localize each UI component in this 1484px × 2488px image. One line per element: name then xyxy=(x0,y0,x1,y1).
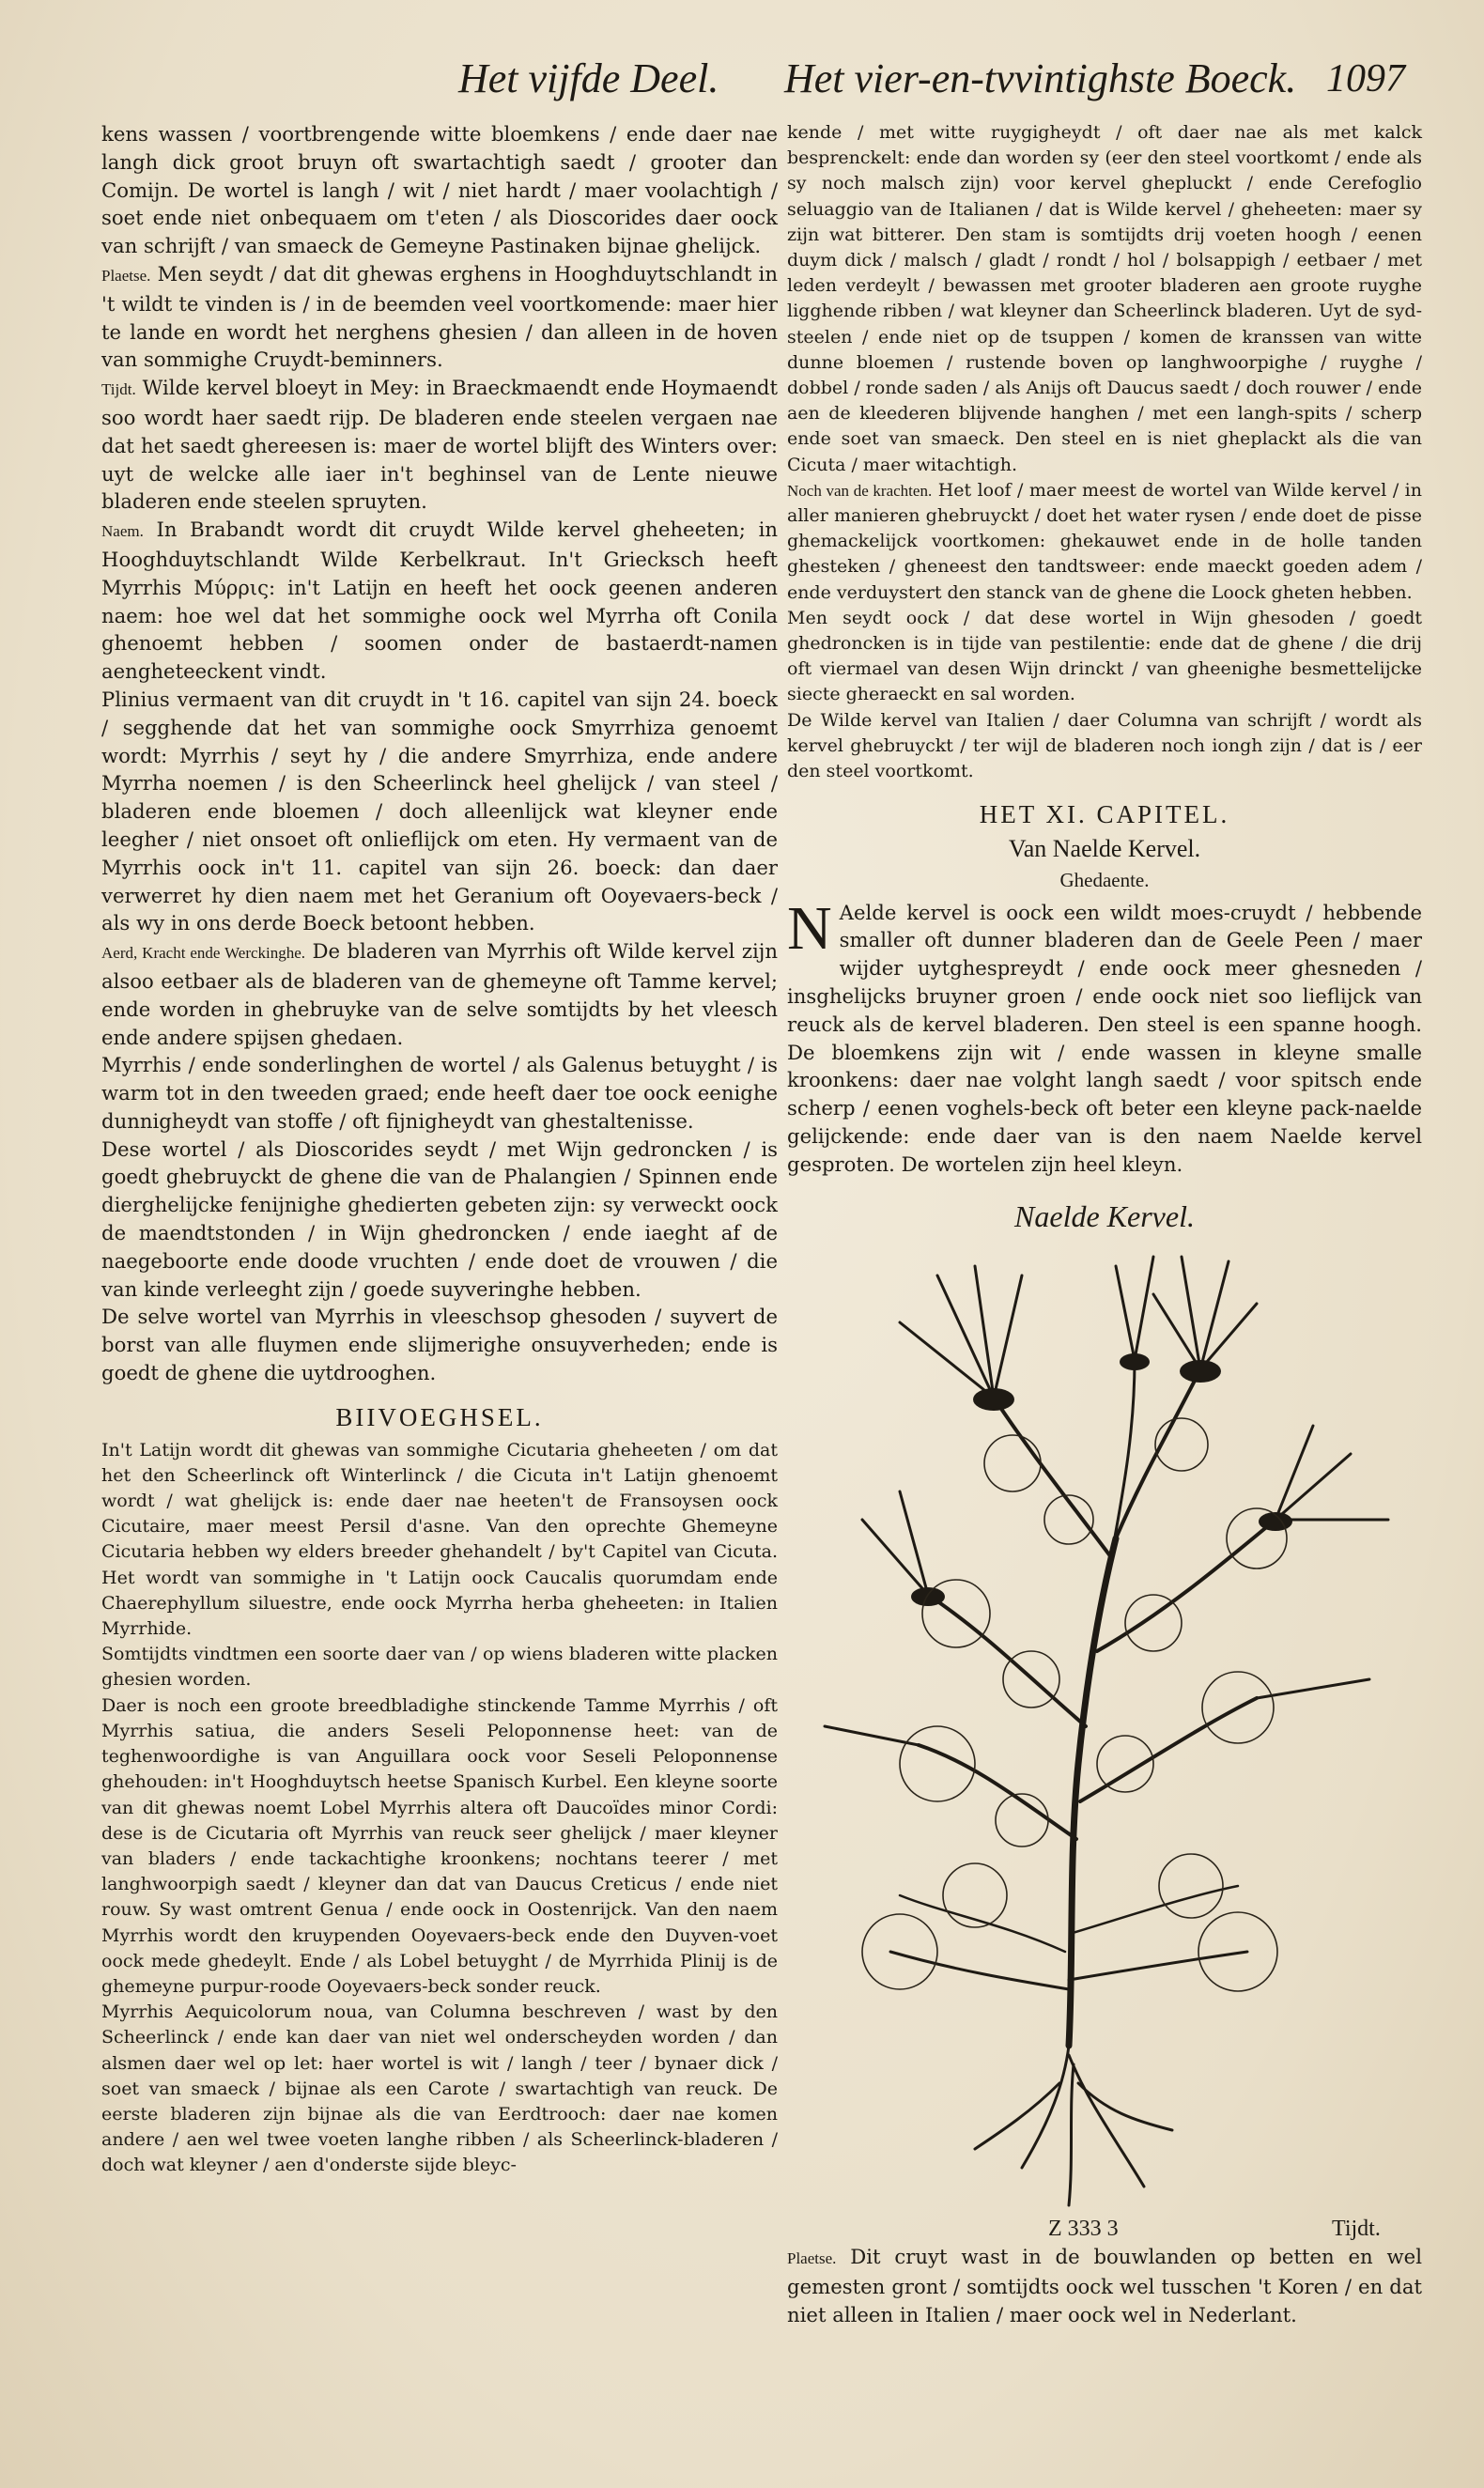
section-label-ghedaente: Ghedaente. xyxy=(1059,868,1150,891)
ghedaente-paragraph: N Aelde kervel is oock een wildt moes-cruydt / hebbende smaller oft dunner bladeren dan de Geele Peen / maer wijder uytghespreydt / ende oock meer ghesneden / insghelijcks bruyner groen / ende oock niet soo lieflijck van reuck als de kervel bladeren. Den steel is een spanne hoogh. De bloemkens zijn wit / ende wassen in kleyne smalle kroonkens: daer nae volght langh saedt / voor spitsch ende scherp / eenen voghels-beck oft beter een kleyne pack-naelde gelijckende: ende daer van is den naem Naelde kervel gesproten. De wortelen zijn heel kleyn. xyxy=(787,893,1422,1176)
bijvoeghsel-paragraph: Myrrhis Aequicolorum noua, van Columna beschreven / wast by den Scheerlinck / ende kan daer van niet wel onderscheyden worden / dan alsmen daer wel op let: haer wortel is wit / langh / teer / bynaer dick / soet van smaeck / bijnae als een Carote / swartachtigh van reuck. De eerste bladeren zijn bijnae als die van Eerdtrooch: daer nae komen andere / aen wel twee voeten langhe ribben / als Scheerlinck-bladeren / doch wat kleyner / aen d'onderste sijde bleyc- xyxy=(101,2001,778,2176)
paragraph: Men seydt oock / dat dese wortel in Wijn ghesoden / goedt ghedroncken is in tijde van pestilentie: ende dat de ghene / die drij oft viermael van desen Wijn drinckt / van gheenighe besmettelijcke siecte gheraeckt en sal worden. xyxy=(787,607,1422,705)
margin-label-aerd: Aerd, Kracht ende Werckinghe. xyxy=(101,944,306,963)
left-column xyxy=(101,120,778,2179)
paragraph: Plinius vermaent van dit cruydt in 't 16. capitel van sijn 24. boeck / segghende dat het van sommighe oock Smyrrhiza genoemt wordt: Myrrhis / seyt hy / die andere Smyrrhiza, ende andere Myrrha noemen / is den Scheerlinck heel ghelijck / van steel / bladeren ende bloemen / doch alleenlijck wat kleyner ende leegher / niet onsoet oft onlieflijck om eten. Hy vermaent van de Myrrhis oock in't 11. capitel van sijn 26. boeck: dan daer verwerret hy dien naem met het Geranium oft Ooyevaers-beck / als wy in ons derde Boeck betoont hebben. xyxy=(101,687,778,935)
chapter-title: Van Naelde Kervel. xyxy=(1008,835,1201,863)
margin-label-tijdt: Tijdt. xyxy=(101,380,136,399)
paragraph: Myrrhis / ende sonderlinghen de wortel / als Galenus betuyght / is warm tot in den tweeden graed; ende heeft daer toe oock eenighe dunnigheydt van stoffe / oft fijnigheydt van ghestaltenisse. xyxy=(101,1053,778,1133)
plant-woodcut-illustration xyxy=(787,1238,1422,2243)
paragraph: Naem. In Brabandt wordt dit cruydt Wilde kervel gheheeten; in Hooghduytschlandt Wilde Kerbelkraut. In't Griecksch heeft Myrrhis Μύρρις: in't Latijn en heeft het oock geenen anderen naem: hoe wel dat het sommighe oock wel Myrrha oft Conila ghenoemt hebben / soomen onder de bastaerdt-namen aengheteeckent vindt. xyxy=(101,518,778,684)
margin-label-krachten: Noch van de krachten. xyxy=(787,481,933,500)
paragraph: Aerd, Kracht ende Werckinghe. De bladeren van Myrrhis oft Wilde kervel zijn alsoo eetbaer als de bladeren van de ghemeyne oft Tamme kervel; ende worden in ghebruyke van de selve somtijdts by het vleesch ende andere spijsen ghedaen. xyxy=(101,939,778,1049)
running-head xyxy=(0,54,1484,120)
paragraph: De Wilde kervel van Italien / daer Columna van schrijft / wordt als kervel ghebruyckt / ter wijl de bladeren noch iongh zijn / dat is / eer den steel voortkomt. xyxy=(787,709,1422,782)
right-column xyxy=(787,120,1422,2329)
paragraph: kende / met witte ruygigheydt / oft daer nae als met kalck besprenckelt: ende dan worden sy (eer den steel voortkomt / ende als sy noch malsch zijn) voor kervel ghepluckt / ende Cerefoglio seluaggio van de Italianen / dat is Wilde kervel / gheheeten: maer sy zijn wat bitterer. Den stam is somtijdts drij voeten hoogh / eenen duym dick / malsch / gladt / rondt / hol / bolsappigh / eetbaer / met leden verdeylt / bewassen met grooter bladeren aen groote ruyghe ligghende ribben / wat kleyner dan Scheerlinck bladeren. Uyt de syd-steelen / ende niet op de tsuppen / komen de kranssen van witte dunne bloemen / rustende boven op langhwoorpighe / ruyghe / dobbel / ronde saden / als Anijs oft Daucus saedt / doch rouwer / ende aen de kleederen blijvende hanghen / met een langh-spits / scherp ende soet van smaeck. Den steel en is niet gheplackt als die van Cicuta / maer witachtigh. xyxy=(787,122,1422,475)
bijvoeghsel-paragraph: Somtijdts vindtmen een soorte daer van / op wiens bladeren witte placken ghesien worden. xyxy=(101,1644,778,1691)
chapter-heading: HET XI. CAPITEL. xyxy=(979,800,1230,829)
margin-label-plaetse: Plaetse. xyxy=(101,266,151,285)
paragraph: Tijdt. Wilde kervel bloeyt in Mey: in Braeckmaendt ende Hoymaendt soo wordt haer saedt rijp. De bladeren ende steelen vergaen nae dat het saedt ghereesen is: maer de wortel blijft des Winters over: uyt de welcke alle iaer in't beghinsel van de Lente nieuwe bladeren ende steelen spruyten. xyxy=(101,376,778,514)
paragraph: De selve wortel van Myrrhis in vleeschsop ghesoden / suyvert de borst van alle fluymen ende slijmerighe onsuyverheden; ende is goedt de ghene die uytdrooghen. xyxy=(101,1305,778,1385)
bijvoeghsel-heading: BIIVOEGHSEL. xyxy=(335,1402,544,1431)
margin-label-plaetse-right: Plaetse. xyxy=(787,2249,837,2268)
paragraph: Noch van de krachten. Het loof / maer meest de wortel van Wilde kervel / in aller manieren ghebruyckt / doet het water rysen / ende doet de pisse ghemackelijck voortkomen: ghekauwet ende in de holle tanden ghesteken / gheneest den tandtsweer: ende maeckt goeden adem / ende verduystert den stanck van de ghene die Loock gheten hebben. xyxy=(787,479,1422,603)
paragraph: Plaetse. Men seydt / dat dit ghewas erghens in Hooghduytschlandt in 't wildt te vinden is / in de beemden veel voortkomende: maer hier te lande en wordt het nerghens ghesien / dan alleen in de hoven van sommighe Cruydt-beminners. xyxy=(101,261,778,372)
illustration-title: Naelde Kervel. xyxy=(1014,1198,1195,1233)
paragraph: Dese wortel / als Dioscorides seydt / met Wijn gedroncken / is goedt ghebruyckt de ghene die van de Phalangien / Spinnen ende dierghelijcke fenijnighe ghedierten gebeten zijn: sy verweckt oock de maendtstonden / in Wijn ghedroncken / ende iaeght af de naegeboorte ende doode vruchten / ende doet de vrouwen / die van kinde verleeght zijn / goede suyveringhe hebben. xyxy=(101,1136,778,1301)
drop-cap: N xyxy=(787,893,832,963)
bijvoeghsel-paragraph: Daer is noch een groote breedbladighe stinckende Tamme Myrrhis / oft Myrrhis satiua, die anders Seseli Peloponnense heet: van de teghenwoordighe is van Anguillara oock voor Seseli Peloponnense ghehouden: in't Hooghduytsch heetse Spanisch Kurbel. Een kleyne soorte van dit ghewas noemt Lobel Myrrhis altera oft Daucoïdes minor Cordi: dese is de Cicutaria oft Myrrhis van reuck seer ghelijck / maer kleyner van bladers / ende tackachtighe kroonkens; nochtans teerer / met langhwoorpigh saedt / kleyner dan dat van Daucus Creticus / ende niet rouw. Sy wast omtrent Genua / ende oock in Oostenrijck. Van den naem Myrrhis wordt den kruypenden Ooyevaers-beck ende den Duyven-voet oock mede ghedeylt. Ende / als Lobel betuyght / de Myrrhida Plinij is de ghemeyne purpur-roode Ooyevaers-beck sonder reuck. xyxy=(101,1694,778,1997)
bijvoeghsel-paragraph: In't Latijn wordt dit ghewas van sommighe Cicutaria gheheeten / om dat het den Scheerlinck oft Winterlinck / die Cicuta in't Latijn ghenoemt wordt / wat ghelijck is: ende daer nae heeten't de Fransoysen oock Cicutaire, maer meest Persil d'asne. Van den oprechte Ghemeyne Cicutaria hebben wy elders breeder ghehandelt / by't Capitel van Cicuta. Het wordt van sommighe in 't Latijn oock Caucalis quorumdam ende Chaerephyllum siluestre, ende oock Myrrha herba gheheeten: in Italien Myrrhide. xyxy=(101,1439,778,1640)
left-running-title: Het vijfde Deel. xyxy=(458,55,719,101)
plaetse-paragraph: Plaetse. Dit cruyt wast in de bouwlanden op betten en wel gemesten gront / somtijdts oock wel tusschen 't Koren / en dat niet alleen in Italien / maer oock wel in Nederlant. xyxy=(787,2245,1422,2327)
right-running-title: Het vier-en-tvvintighste Boeck. xyxy=(784,55,1297,101)
signature-mark: Z 333 3 xyxy=(1048,2217,1119,2241)
margin-label-naem: Naem. xyxy=(101,522,144,541)
catchword: Tijdt. xyxy=(1332,2217,1381,2241)
paragraph: kens wassen / voortbrengende witte bloemkens / ende daer nae langh dick groot bruyn oft swartachtigh saedt / grooter dan Comijn. De wortel is langh / wit / niet hardt / maer voolachtigh / soet ende niet onbequaem om t'eten / als Dioscorides daer oock van schrijft / van smaeck de Gemeyne Pastinaken bijnae ghelijck. xyxy=(101,122,778,258)
page-number: 1097 xyxy=(1326,57,1405,100)
